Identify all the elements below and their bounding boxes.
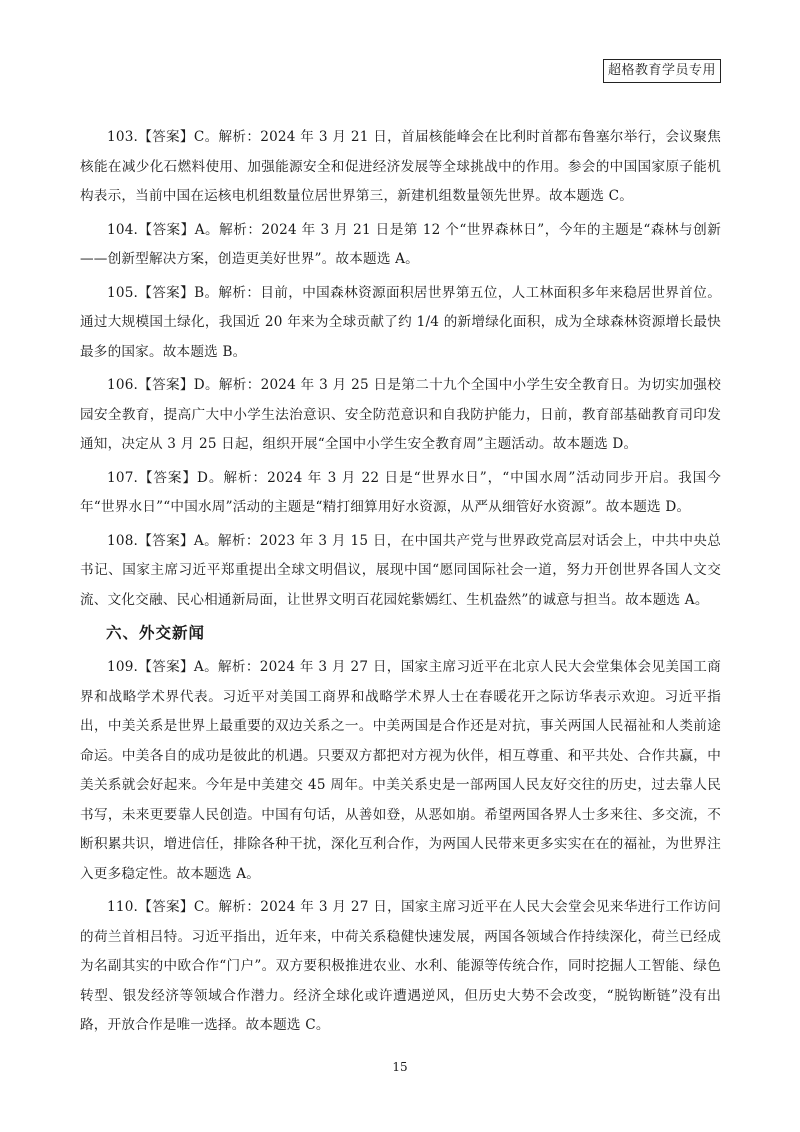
answer-paragraph-105: 105.【答案】B。解析：目前，中国森林资源面积居世界第五位，人工林面积多年来稳居世界首位。通过大规模国土绿化，我国近 20 年来为全球贡献了约 1/4 的新增绿化面积，成为全球森林资源增长最快最多的国家。故本题选 B。 <box>80 284 721 360</box>
answer-paragraph-104: 104.【答案】A。解析：2024 年 3 月 21 日是第 12 个“世界森林日”，今年的主题是“森林与创新——创新型解决方案，创造更美好世界”。故本题选 A。 <box>80 221 721 267</box>
answer-paragraph-103: 103.【答案】C。解析：2024 年 3 月 21 日，首届核能峰会在比利时首都布鲁塞尔举行，会议聚焦核能在减少化石燃料使用、加强能源安全和促进经济发展等全球挑战中的作用。参会的中国国家原子能机构表示，当前中国在运核电机组数量位居世界第三，新建机组数量领先世界。故本题选 C。 <box>80 129 721 204</box>
document-body <box>80 123 721 1045</box>
answer-paragraph-106: 106.【答案】D。解析：2024 年 3 月 25 日是第二十九个全国中小学生安全教育日。为切实加强校园安全教育，提高广大中小学生法治意识、安全防范意识和自我防护能力，日前，教育部基础教育司印发通知，决定从 3 月 25 日起，组织开展“全国中小学生安全教育周”主题活动。故本题选 D。 <box>80 377 721 452</box>
answer-paragraph-107: 107.【答案】D。解析：2024 年 3 月 22 日是“世界水日”，“中国水周”活动同步开启。我国今年“世界水日”“中国水周”活动的主题是“精打细算用好水资源，从严从细管好水资源”。故本题选 D。 <box>80 469 721 515</box>
page-number: 15 <box>392 1060 408 1074</box>
answer-paragraph-109: 109.【答案】A。解析：2024 年 3 月 27 日，国家主席习近平在北京人民大会堂集体会见美国工商界和战略学术界代表。习近平对美国工商界和战略学术界人士在春暖花开之际访华表示欢迎。习近平指出，中美关系是世界上最重要的双边关系之一。中美两国是合作还是对抗，事关两国人民福祉和人类前途命运。中美各自的成功是彼此的机遇。只要双方都把对方视为伙伴，相互尊重、和平共处、合作共赢，中美关系就会好起来。今年是中美建交 45 周年。中美关系史是一部两国人民友好交往的历史，过去靠人民书写，未来更要靠人民创造。中国有句话，从善如登，从恶如崩。希望两国各界人士多来往、多交流，不断积累共识，增进信任，排除各种干扰，深化互利合作，为两国人民带来更多实实在在的福祉，为世界注入更多稳定性。故本题选 A。 <box>80 659 721 882</box>
answer-paragraph-108: 108.【答案】A。解析：2023 年 3 月 15 日，在中国共产党与世界政党高层对话会上，中共中央总书记、国家主席习近平郑重提出全球文明倡议，展现中国“愿同国际社会一道，努力开创世界各国人文交流、文化交融、民心相通新局面，让世界文明百花园姹紫嫣红、生机盎然”的诚意与担当。故本题选 A。 <box>80 532 721 608</box>
section-title-diplomacy-news: 六、外交新闻 <box>106 623 206 642</box>
answer-paragraph-110: 110.【答案】C。解析：2024 年 3 月 27 日，国家主席习近平在人民大会堂会见来华进行工作访问的荷兰首相吕特。习近平指出，近年来，中荷关系稳健快速发展，两国各领域合作持续深化，荷兰已经成为名副其实的中欧合作“门户”。双方要积极推进农业、水利、能源等传统合作，同时挖掘人工智能、绿色转型、银发经济等领域合作潜力。经济全球化或许遭遇逆风，但历史大势不会改变，“脱钩断链”没有出路，开放合作是唯一选择。故本题选 C。 <box>80 899 721 1033</box>
header-badge: 超格教育学员专用 <box>603 59 721 83</box>
